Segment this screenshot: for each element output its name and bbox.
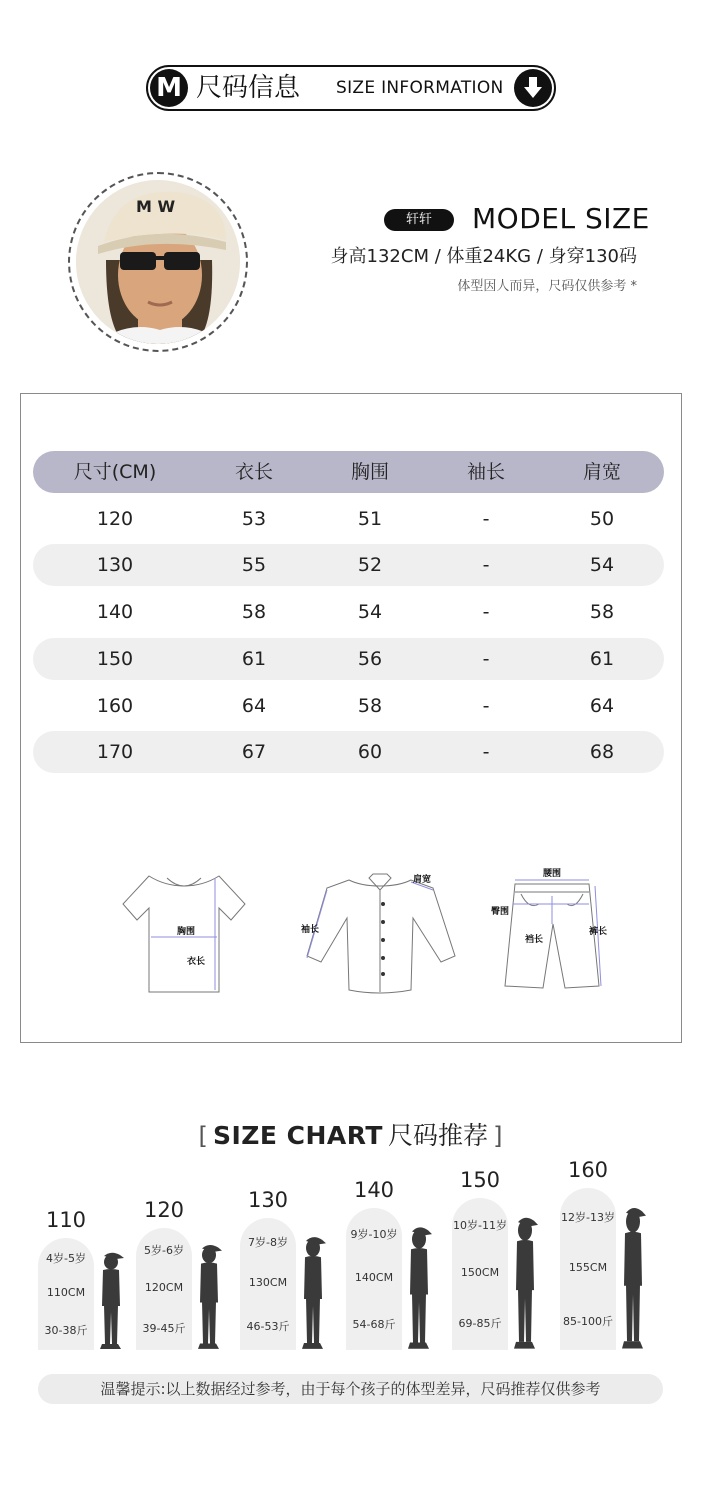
table-row bbox=[33, 544, 664, 586]
size-column-weight: 85-100斤 bbox=[563, 1314, 613, 1328]
table-cell: 53 bbox=[241, 508, 267, 530]
size-column-weight: 39-45斤 bbox=[142, 1322, 186, 1336]
size-column-panel bbox=[346, 1208, 402, 1350]
size-column-age: 10岁-11岁 bbox=[453, 1219, 507, 1233]
table-cell: 58 bbox=[241, 601, 267, 623]
size-column-size: 120 bbox=[143, 1198, 185, 1222]
table-cell: 150 bbox=[96, 648, 134, 670]
size-column-panel bbox=[38, 1238, 94, 1350]
table-cell: 61 bbox=[241, 648, 267, 670]
size-column-height: 140CM bbox=[354, 1271, 394, 1284]
table-cell: 160 bbox=[96, 695, 134, 717]
size-column-age: 4岁-5岁 bbox=[46, 1252, 86, 1266]
table-header bbox=[33, 451, 664, 493]
child-silhouette-icon bbox=[510, 1214, 540, 1350]
size-column-panel bbox=[452, 1198, 508, 1350]
size-column-height: 110CM bbox=[46, 1286, 86, 1299]
model-stats: 身高132CM / 体重24KG / 身穿130码 bbox=[330, 246, 637, 267]
size-column-size: 160 bbox=[567, 1158, 609, 1182]
child-silhouette-icon bbox=[404, 1224, 434, 1350]
header-shoulder: 肩宽 bbox=[582, 461, 621, 483]
size-column-height: 155CM bbox=[568, 1261, 608, 1274]
child-silhouette-icon bbox=[618, 1204, 648, 1350]
size-column-weight: 30-38斤 bbox=[44, 1323, 88, 1337]
table-cell: 68 bbox=[589, 741, 615, 763]
table-cell: 130 bbox=[96, 554, 134, 576]
pants-inseam-label: 裆长 bbox=[525, 935, 544, 945]
size-column-panel bbox=[240, 1218, 296, 1350]
arrow-down-icon bbox=[514, 69, 552, 107]
tip-note: 温馨提示:以上数据经过参考，由于每个孩子的体型差异，尺码推荐仅供参考 bbox=[38, 1374, 663, 1404]
size-column-height: 130CM bbox=[248, 1276, 288, 1289]
size-table-box bbox=[20, 393, 682, 1043]
table-cell: 140 bbox=[96, 601, 134, 623]
header-length: 衣长 bbox=[234, 461, 273, 483]
table-row bbox=[33, 638, 664, 680]
table-cell: 50 bbox=[589, 508, 615, 530]
table-row bbox=[33, 685, 664, 727]
table-cell: - bbox=[482, 695, 490, 717]
model-note: 体型因人而异，尺码仅供参考 * bbox=[457, 279, 637, 294]
size-column-size: 140 bbox=[353, 1178, 395, 1202]
tshirt-chest-label: 胸围 bbox=[177, 927, 196, 937]
size-chart-title bbox=[0, 1116, 701, 1152]
measurement-diagram bbox=[111, 864, 611, 1004]
table-cell: - bbox=[482, 508, 490, 530]
child-silhouette-icon bbox=[96, 1250, 126, 1350]
pants-waist-label: 腰围 bbox=[543, 869, 562, 879]
size-column-weight: 46-53斤 bbox=[246, 1320, 290, 1334]
bracket-open: [ bbox=[198, 1122, 208, 1150]
tshirt-length-label: 衣长 bbox=[187, 957, 206, 967]
table-cell: 58 bbox=[357, 695, 383, 717]
header-chest: 胸围 bbox=[350, 461, 389, 483]
bracket-close: ] bbox=[493, 1122, 503, 1150]
size-column-weight: 54-68斤 bbox=[352, 1318, 396, 1332]
logo-m-icon: M bbox=[150, 69, 188, 107]
shirt-buttons bbox=[381, 902, 385, 976]
svg-text:M W: M W bbox=[136, 197, 176, 216]
shirt-outline-icon bbox=[307, 874, 455, 993]
table-cell: - bbox=[482, 741, 490, 763]
size-column-size: 150 bbox=[459, 1168, 501, 1192]
table-cell: 67 bbox=[241, 741, 267, 763]
size-column-height: 150CM bbox=[460, 1266, 500, 1279]
section-header bbox=[146, 65, 556, 111]
header-title-cn: 尺码信息 bbox=[196, 73, 301, 103]
shirt-sleeve-label: 袖长 bbox=[301, 925, 320, 935]
size-column-age: 12岁-13岁 bbox=[561, 1211, 615, 1225]
table-row bbox=[33, 731, 664, 773]
table-cell: 56 bbox=[357, 648, 383, 670]
table-cell: 64 bbox=[589, 695, 615, 717]
table-cell: - bbox=[482, 648, 490, 670]
table-cell: 55 bbox=[241, 554, 267, 576]
size-column-age: 7岁-8岁 bbox=[248, 1235, 288, 1249]
size-column-weight: 69-85斤 bbox=[458, 1316, 502, 1330]
pants-length-label: 裤长 bbox=[589, 927, 608, 937]
model-name-badge: 轩轩 bbox=[384, 209, 454, 231]
table-cell: - bbox=[482, 554, 490, 576]
table-cell: 120 bbox=[96, 508, 134, 530]
table-cell: 54 bbox=[357, 601, 383, 623]
size-column-age: 9岁-10岁 bbox=[350, 1227, 398, 1241]
table-row bbox=[33, 591, 664, 633]
shirt-shoulder-label: 肩宽 bbox=[413, 875, 432, 885]
child-silhouette-icon bbox=[194, 1242, 224, 1350]
table-cell: 51 bbox=[357, 508, 383, 530]
table-cell: 170 bbox=[96, 741, 134, 763]
size-chart-title-en: SIZE CHART bbox=[212, 1121, 383, 1150]
header-title-en: SIZE INFORMATION bbox=[336, 78, 504, 98]
table-cell: 58 bbox=[589, 601, 615, 623]
size-column-panel bbox=[560, 1188, 616, 1350]
model-size-title: MODEL SIZE bbox=[472, 202, 650, 235]
size-column-age: 5岁-6岁 bbox=[144, 1243, 184, 1257]
size-column-size: 130 bbox=[247, 1188, 289, 1212]
table-cell: 60 bbox=[357, 741, 383, 763]
pants-measure-lines bbox=[513, 880, 601, 986]
header-sleeve: 袖长 bbox=[466, 461, 505, 483]
table-cell: 64 bbox=[241, 695, 267, 717]
header-size: 尺寸(CM) bbox=[73, 461, 157, 483]
size-chart-title-cn: 尺码推荐 bbox=[388, 1121, 489, 1150]
table-cell: 54 bbox=[589, 554, 615, 576]
pants-hip-label: 臀围 bbox=[491, 907, 510, 917]
child-silhouette-icon bbox=[298, 1234, 328, 1350]
size-column-panel bbox=[136, 1228, 192, 1350]
table-cell: 61 bbox=[589, 648, 615, 670]
model-photo bbox=[76, 180, 240, 344]
table-cell: - bbox=[482, 601, 490, 623]
size-column-height: 120CM bbox=[144, 1281, 184, 1294]
table-cell: 52 bbox=[357, 554, 383, 576]
size-column-size: 110 bbox=[45, 1208, 87, 1232]
table-row bbox=[33, 498, 664, 540]
